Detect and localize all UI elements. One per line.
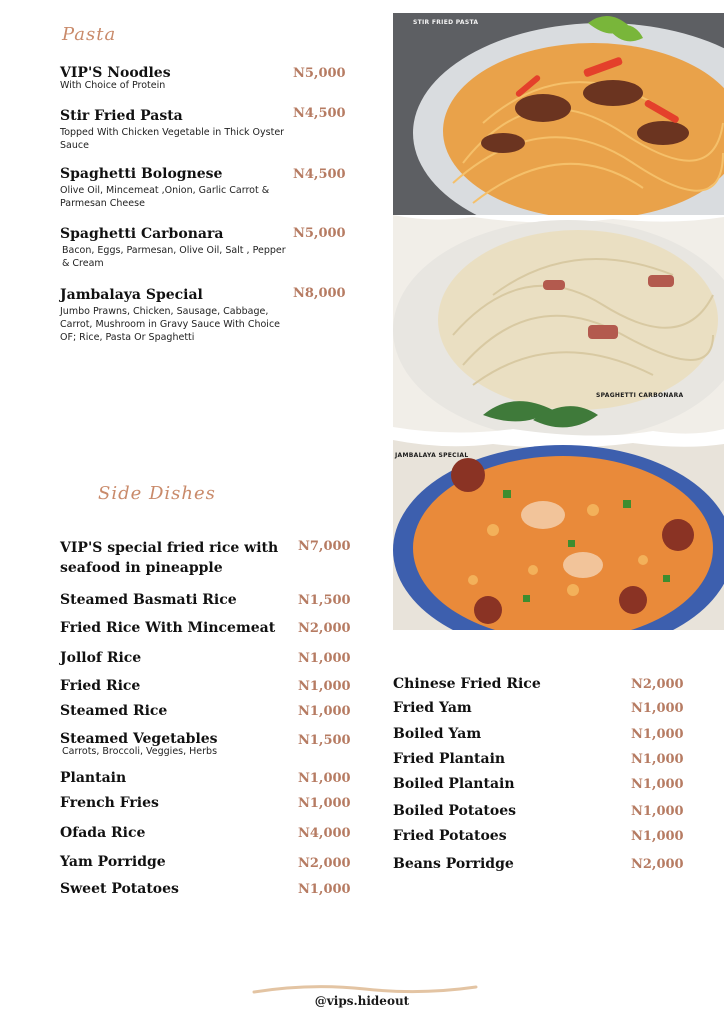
item-description: Topped With Chicken Vegetable in Thick Oyster Sauce [60,127,285,151]
side-item-ofada-rice [60,825,145,842]
side-item-steamed-vegetables [60,731,285,758]
item-price: N5,000 [293,66,346,81]
pasta-section-title: Pasta [62,24,117,45]
item-price: N2,000 [298,621,351,636]
item-name: Jambalaya Special [60,287,203,303]
item-name: Fried Rice With Mincemeat [60,620,276,636]
item-price: N4,000 [298,826,351,841]
side-item-jollof-rice [60,650,141,667]
side-item-boiled-yam [393,726,481,743]
item-price: N1,000 [298,796,351,811]
item-name: Beans Porridge [393,856,514,872]
item-name: Steamed Rice [60,703,168,719]
item-name: Boiled Plantain [393,776,515,792]
side-item-fried-yam [393,700,472,717]
item-price: N1,000 [631,804,684,819]
item-name: Chinese Fried Rice [393,676,541,692]
side-item-boiled-potatoes [393,803,516,820]
item-price: N7,000 [298,539,351,554]
item-name: Fried Potatoes [393,828,507,844]
menu-item-jambalaya-special [60,287,282,344]
item-name: VIP'S Noodles [60,65,171,81]
item-price: N1,500 [298,593,351,608]
item-price: N4,500 [293,106,346,121]
side-item-vips-special-fried-rice [60,538,285,578]
stir-fried-pasta-label: STIR FRIED PASTA [413,19,479,26]
item-price: N1,000 [631,752,684,767]
item-description: Carrots, Broccoli, Veggies, Herbs [62,746,218,757]
item-price: N2,000 [298,856,351,871]
menu-item-stir-fried-pasta [60,108,295,152]
item-name: Yam Porridge [60,854,166,870]
item-price: N1,000 [631,727,684,742]
item-name: Sweet Potatoes [60,881,179,897]
item-price: N1,000 [631,829,684,844]
stir-fried-pasta-photo [393,13,724,228]
jambalaya-special-photo [393,440,724,630]
item-description: Bacon, Eggs, Parmesan, Olive Oil, Salt , Pepper & Cream [62,245,286,269]
item-price: N1,000 [298,771,351,786]
jambalaya-special-label: JAMBALAYA SPECIAL [395,452,469,459]
item-name: French Fries [60,795,159,811]
spaghetti-carbonara-photo [393,215,724,445]
item-price: N1,000 [631,701,684,716]
side-item-yam-porridge [60,854,166,871]
side-item-french-fries [60,795,159,812]
item-price: N2,000 [631,677,684,692]
item-name: Fried Rice [60,678,141,694]
item-name: Steamed Basmati Rice [60,592,237,608]
item-description: Olive Oil, Mincemeat ,Onion, Garlic Carrot & Parmesan Cheese [60,185,270,209]
item-price: N1,000 [298,679,351,694]
item-price: N8,000 [293,286,346,301]
item-price: N1,000 [298,651,351,666]
menu-item-vips-noodles [60,65,290,92]
item-price: N4,500 [293,167,346,182]
spaghetti-carbonara-label: SPAGHETTI CARBONARA [596,392,684,399]
item-name: Boiled Yam [393,726,482,742]
item-name: Steamed Vegetables [60,731,218,747]
side-item-fried-potatoes [393,828,507,845]
item-name: Fried Plantain [393,751,506,767]
side-item-fried-rice [60,678,140,695]
side-item-beans-porridge [393,856,514,873]
item-name: Stir Fried Pasta [60,108,183,124]
side-item-plantain [60,770,126,787]
item-price: N1,000 [631,777,684,792]
side-item-boiled-plantain [393,776,515,793]
item-name: Plantain [60,770,127,786]
item-name: Ofada Rice [60,825,146,841]
item-price: N2,000 [631,857,684,872]
side-item-chinese-fried-rice [393,676,541,693]
item-description: Jumbo Prawns, Chicken, Sausage, Cabbage, Carrot, Mushroom in Gravy Sauce With Choice OF; Rice, Pasta Or Spaghetti [60,306,281,343]
item-price: N1,000 [298,704,351,719]
item-name: Boiled Potatoes [393,803,516,819]
side-item-fried-rice-with-mincemeat [60,620,275,637]
item-name: Spaghetti Bolognese [60,166,223,182]
item-price: N5,000 [293,226,346,241]
side-item-sweet-potatoes [60,881,179,898]
item-name: Jollof Rice [60,650,142,666]
item-price: N1,000 [298,882,351,897]
menu-item-spaghetti-carbonara [60,226,290,270]
item-price: N1,500 [298,733,351,748]
item-name: Fried Yam [393,700,472,716]
side-item-steamed-rice [60,703,167,720]
item-name: VIP'S special fried rice with seafood in pineapple [60,540,279,576]
side-item-steamed-basmati-rice [60,592,237,609]
instagram-handle: @vips.hideout [314,994,410,1008]
side-dishes-section-title: Side Dishes [98,483,216,504]
item-name: Spaghetti Carbonara [60,226,224,242]
item-description: With Choice of Protein [60,80,166,91]
menu-item-spaghetti-bolognese [60,166,282,210]
side-item-fried-plantain [393,751,505,768]
